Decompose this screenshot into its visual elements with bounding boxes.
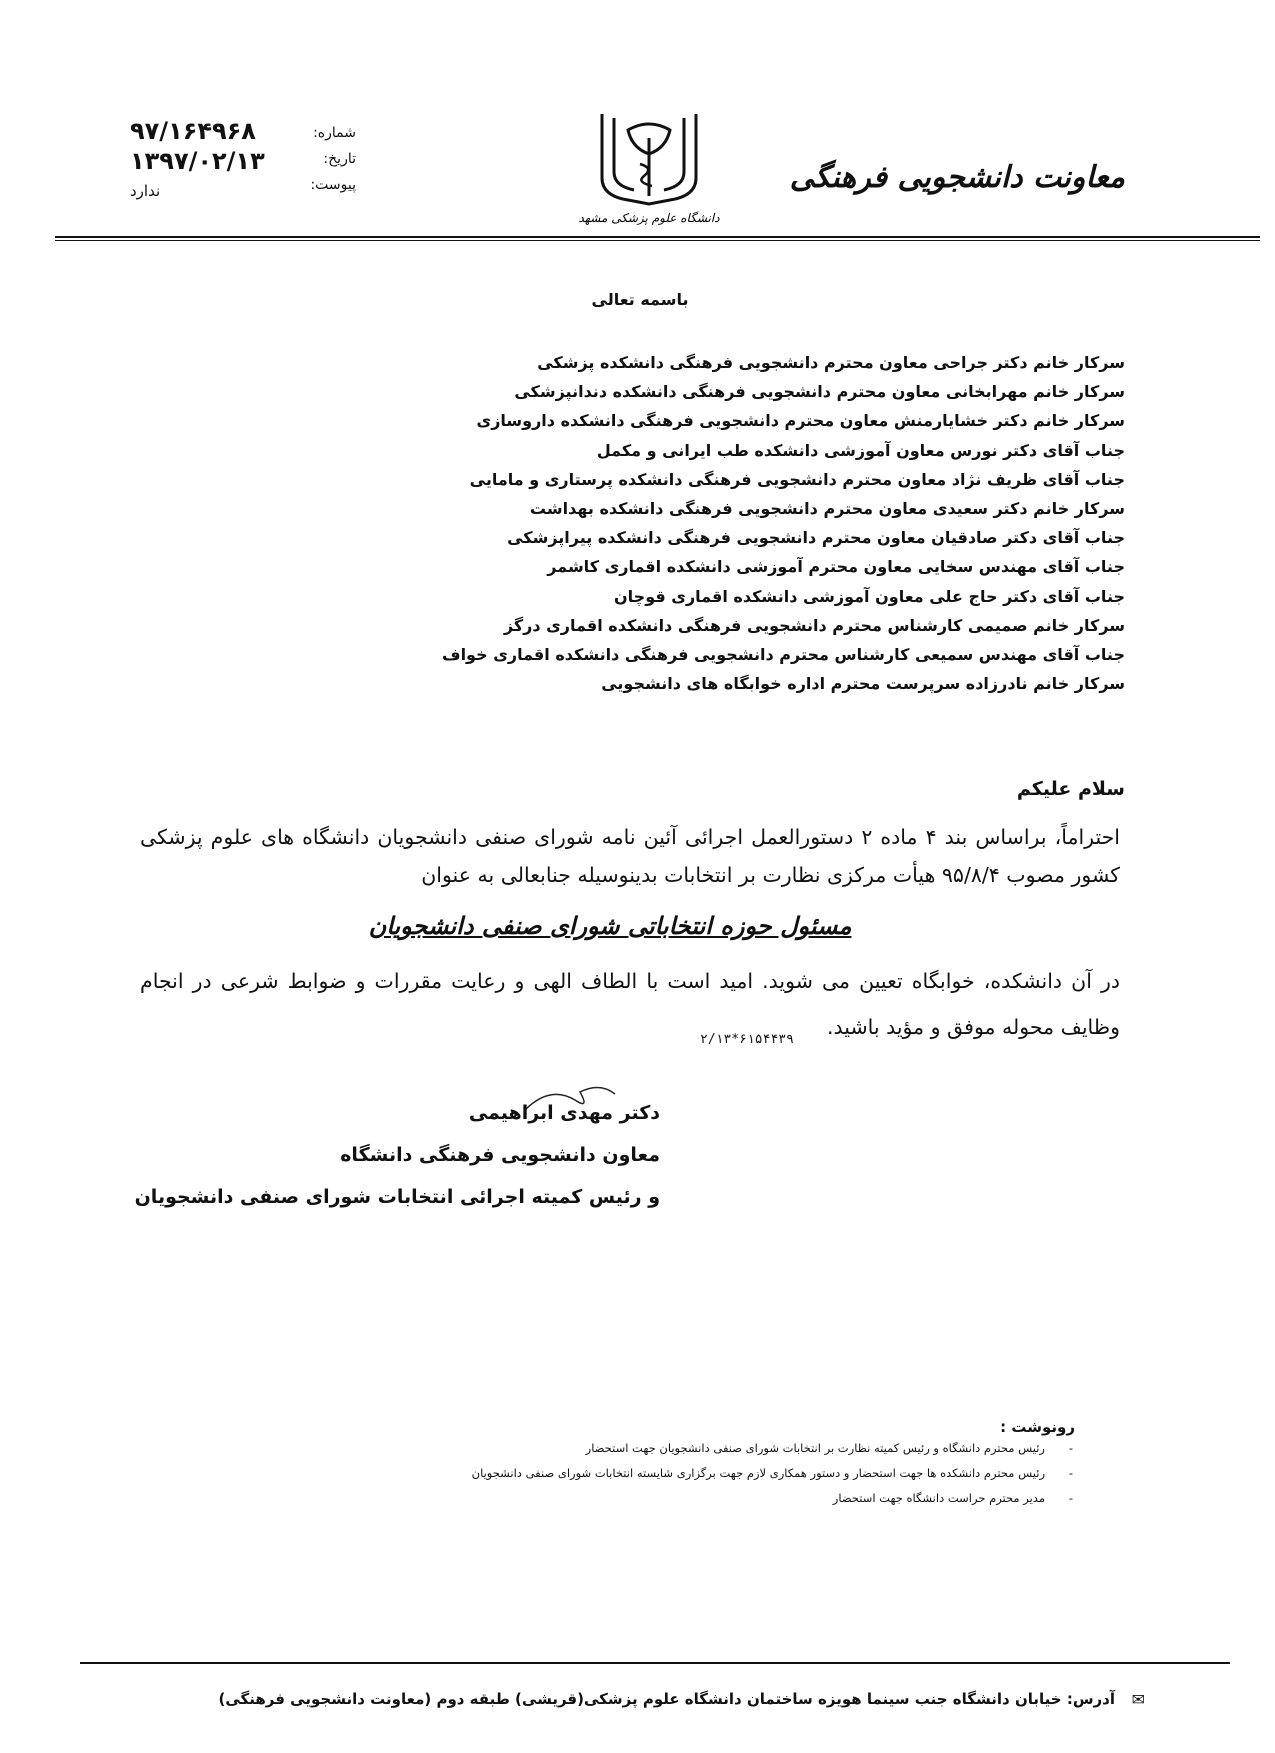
- footer-address: آدرس: خیابان دانشگاه جنب سینما هویزه ساختمان دانشگاه علوم پزشکی(قریشی) طبقه دوم (معاونت دانشجویی فرهنگی): [218, 1690, 1115, 1708]
- signer-name: دکتر مهدی ابراهیمی: [468, 1102, 660, 1124]
- recipient-list: [385, 348, 1125, 698]
- number-label: شماره:: [313, 125, 356, 141]
- recipient-item: سرکار خانم مهرابخانی معاون محترم دانشجویی فرهنگی دانشکده دندانپزشکی: [514, 382, 1125, 402]
- footer-rule: [80, 1662, 1230, 1664]
- cc-label: رونوشت :: [1000, 1418, 1075, 1436]
- recipient-item: سرکار خانم دکتر خشایارمنش معاون محترم دانشجویی فرهنگی دانشکده داروسازی: [476, 411, 1125, 431]
- signer-title-1: معاون دانشجویی فرهنگی دانشگاه: [340, 1144, 660, 1166]
- letter-date: ۱۳۹۷/۰۲/۱۳: [130, 147, 265, 175]
- attachment-value: ندارد: [130, 182, 161, 200]
- appointment-title: مسئول حوزه انتخاباتی شورای صنفی دانشجویان: [368, 912, 852, 940]
- recipient-item: جناب آقای ظریف نژاد معاون محترم دانشجویی فرهنگی دانشکده پرستاری و مامایی: [469, 469, 1125, 489]
- recipient-item: سرکار خانم نادرزاده سرپرست محترم اداره خوابگاه های دانشجویی: [601, 674, 1125, 694]
- recipient-item: جناب آقای دکتر حاج علی معاون آموزشی دانشکده اقماری قوچان: [614, 586, 1125, 606]
- recipient-item: سرکار خانم دکتر جراحی معاون محترم دانشجویی فرهنگی دانشکده پزشکی: [537, 353, 1125, 372]
- recipient-item: جناب آقای مهندس سخایی معاون محترم آموزشی دانشکده اقماری کاشمر: [547, 557, 1125, 577]
- university-logo-icon: [578, 108, 720, 228]
- recipient-item: سرکار خانم صمیمی کارشناس محترم دانشجویی فرهنگی دانشکده اقماری درگز: [503, 615, 1125, 635]
- recipient-item: سرکار خانم دکتر سعیدی معاون محترم دانشجویی فرهنگی دانشکده بهداشت: [529, 499, 1125, 519]
- recipient-item: جناب آقای دکتر صادقیان معاون محترم دانشجویی فرهنگی دانشکده پیراپزشکی: [507, 528, 1125, 548]
- logo-caption: دانشگاه علوم پزشکی مشهد: [578, 211, 720, 225]
- cc-item: - رئیس محترم دانشگاه و رئیس کمیته نظارت بر انتخابات شورای صنفی دانشجویان جهت استحضار: [225, 1436, 1045, 1461]
- recipient-item: جناب آقای دکتر نورس معاون آموزشی دانشکده طب ایرانی و مکمل: [596, 440, 1125, 460]
- header-rule-top: [55, 236, 1260, 238]
- cc-item: - مدیر محترم حراست دانشگاه جهت استحضار: [225, 1486, 1045, 1511]
- signer-title-2: و رئیس کمیته اجرائی انتخابات شورای صنفی دانشجویان: [134, 1186, 660, 1208]
- cc-list: [225, 1436, 1045, 1511]
- registration-stamp-number: ۲/۱۳*۶۱۵۴۴۳۹: [700, 1032, 794, 1047]
- signature-block: [134, 1092, 660, 1218]
- letter-meta-values: [130, 116, 280, 206]
- attachment-label: پیوست:: [310, 177, 356, 193]
- body-paragraph-1: احتراماً، براساس بند ۴ ماده ۲ دستورالعمل اجرائی آئین نامه شورای صنفی دانشجویان دانشگاه های علوم پزشکی کشور مصوب ۹۵/۸/۴ هیأت مرکزی نظارت بر انتخابات بدینوسیله جنابعالی به عنوان: [140, 825, 1120, 887]
- department-title: معاونت دانشجویی فرهنگی: [789, 160, 1125, 195]
- greeting: سلام علیکم: [1016, 778, 1125, 800]
- body-paragraph-2: در آن دانشکده، خوابگاه تعیین می شوید. امید است با الطاف الهی و رعایت مقررات و ضوابط شرعی در انجام وظایف محوله موفق و مؤید باشید.: [140, 969, 1120, 1039]
- envelope-icon: ✉: [1131, 1690, 1145, 1709]
- letter-meta-labels: [286, 120, 356, 198]
- recipient-item: جناب آقای مهندس سمیعی کارشناس محترم دانشجویی فرهنگی دانشکده اقماری خواف: [441, 645, 1125, 665]
- header-rule-bottom: [55, 240, 1260, 241]
- date-label: تاریخ:: [323, 151, 356, 167]
- letter-number: ۹۷/۱۶۴۹۶۸: [130, 117, 256, 145]
- bismillah: باسمه تعالی: [591, 290, 689, 309]
- cc-item: - رئیس محترم دانشکده ها جهت استحضار و دستور همکاری لازم جهت برگزاری شایسته انتخابات شورای صنفی دانشجویان: [225, 1461, 1045, 1486]
